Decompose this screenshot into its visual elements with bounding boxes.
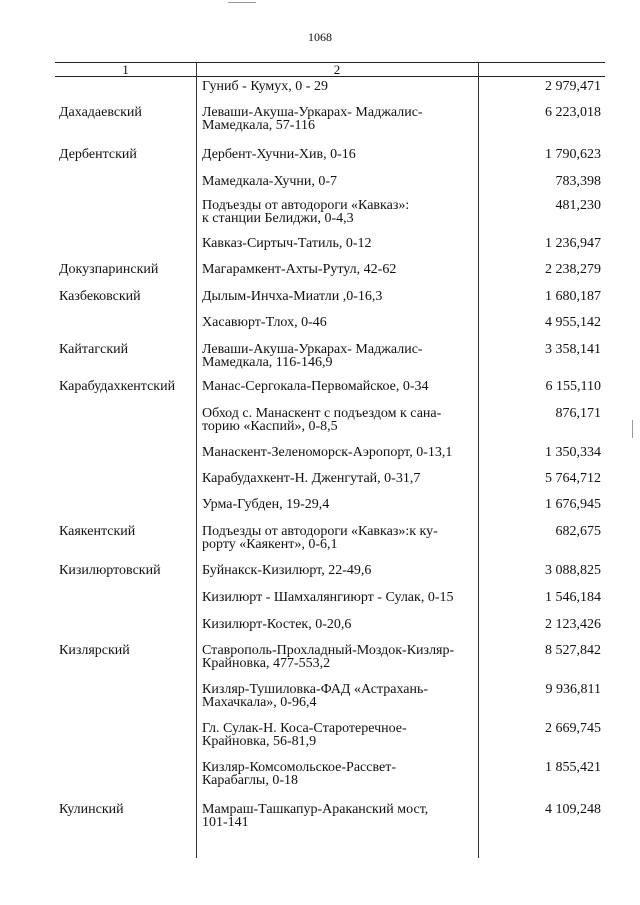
road-name: 101-141 — [202, 815, 249, 830]
road-name: Леваши-Акуша-Уркарах- Маджалис- — [202, 342, 423, 357]
road-name: Гл. Сулак-Н. Коса-Старотеречное- — [202, 721, 407, 736]
column-header-2: 2 — [333, 62, 341, 77]
cost-value: 2 238,279 — [545, 262, 601, 277]
road-name: Мамедкала, 116-146,9 — [202, 355, 333, 370]
district-name: Кулинский — [59, 802, 124, 817]
road-name: Манас-Сергокала-Первомайское, 0-34 — [202, 379, 429, 394]
district-name: Кайтагский — [59, 342, 129, 357]
cost-value: 1 546,184 — [545, 590, 601, 605]
cost-value: 4 955,142 — [545, 315, 601, 330]
road-name: Манаскент-Зеленоморск-Аэропорт, 0-13,1 — [202, 445, 453, 460]
road-name: Дербент-Хучни-Хив, 0-16 — [202, 147, 356, 162]
road-name: Хасавюрт-Тлох, 0-46 — [202, 315, 327, 330]
table-header-rule — [55, 76, 605, 77]
column-divider-1 — [196, 62, 197, 858]
cost-value: 3 358,141 — [545, 342, 601, 357]
district-name: Докузпаринский — [59, 262, 159, 277]
road-name: Кизилюрт-Костек, 0-20,6 — [202, 617, 352, 632]
cost-value: 876,171 — [555, 406, 601, 421]
road-name: Махачкала», 0-96,4 — [202, 695, 317, 710]
road-name: к станции Белиджи, 0-4,3 — [202, 211, 354, 226]
road-name: Подъезды от автодороги «Кавказ»: — [202, 198, 410, 213]
road-name: Ставрополь-Прохладный-Моздок-Кизляр- — [202, 643, 455, 658]
road-name: Карабудахкент-Н. Дженгутай, 0-31,7 — [202, 471, 421, 486]
cost-value: 4 109,248 — [545, 802, 601, 817]
road-name: Крайновка, 56-81,9 — [202, 734, 317, 749]
cost-value: 2 123,426 — [545, 617, 601, 632]
road-name: Кизляр-Тушиловка-ФАД «Астрахань- — [202, 682, 429, 697]
cost-value: 1 855,421 — [545, 760, 601, 775]
cost-value: 481,230 — [555, 198, 601, 213]
cost-value: 1 790,623 — [545, 147, 601, 162]
page-number: 1068 — [308, 30, 332, 44]
column-header-1: 1 — [122, 62, 129, 77]
road-name: рорту «Каякент», 0-6,1 — [202, 537, 338, 552]
cost-value: 6 155,110 — [545, 379, 601, 394]
road-name: Карабаглы, 0-18 — [202, 773, 299, 788]
road-name: Мамедкала-Хучни, 0-7 — [202, 174, 338, 189]
road-name: Обход с. Манаскент с подъездом к сана- — [202, 406, 442, 421]
scan-mark-top — [228, 2, 256, 3]
road-name: Мамраш-Ташкапур-Араканский мост, — [202, 802, 429, 817]
cost-value: 3 088,825 — [545, 563, 601, 578]
district-name: Кизилюртовский — [59, 563, 161, 578]
road-name: Кавказ-Сиртыч-Татиль, 0-12 — [202, 236, 372, 251]
cost-value: 1 680,187 — [545, 289, 601, 304]
road-name: торию «Каспий», 0-8,5 — [202, 419, 338, 434]
road-name: Дылым-Инчха-Миатли ,0-16,3 — [202, 289, 383, 304]
road-name: Крайновка, 477-553,2 — [202, 656, 331, 671]
road-name: Урма-Губден, 19-29,4 — [202, 497, 330, 512]
road-name: Мамедкала, 57-116 — [202, 118, 315, 133]
column-divider-2 — [478, 62, 479, 858]
cost-value: 9 936,811 — [545, 682, 601, 697]
district-name: Дахадаевский — [59, 105, 142, 120]
scan-mark-right — [632, 420, 633, 438]
cost-value: 8 527,842 — [545, 643, 601, 658]
cost-value: 1 236,947 — [545, 236, 601, 251]
road-name: Гуниб - Кумух, 0 - 29 — [202, 79, 328, 94]
road-name: Магарамкент-Ахты-Рутул, 42-62 — [202, 262, 397, 277]
cost-value: 1 676,945 — [545, 497, 601, 512]
district-name: Кизлярский — [59, 643, 130, 658]
road-name: Леваши-Акуша-Уркарах- Маджалис- — [202, 105, 423, 120]
road-name: Подъезды от автодороги «Кавказ»:к ку- — [202, 524, 438, 539]
district-name: Дербентский — [59, 147, 137, 162]
cost-value: 1 350,334 — [545, 445, 601, 460]
district-name: Карабудахкентский — [59, 379, 176, 394]
roads-table — [55, 62, 605, 858]
district-name: Казбековский — [59, 289, 141, 304]
cost-value: 5 764,712 — [545, 471, 601, 486]
road-name: Буйнакск-Кизилюрт, 22-49,6 — [202, 563, 372, 578]
cost-value: 2 979,471 — [545, 79, 601, 94]
cost-value: 6 223,018 — [545, 105, 601, 120]
district-name: Каякентский — [59, 524, 136, 539]
road-name: Кизилюрт - Шамхалянгиюрт - Сулак, 0-15 — [202, 590, 454, 605]
cost-value: 2 669,745 — [545, 721, 601, 736]
cost-value: 783,398 — [555, 174, 601, 189]
cost-value: 682,675 — [555, 524, 601, 539]
road-name: Кизляр-Комсомольское-Рассвет- — [202, 760, 396, 775]
